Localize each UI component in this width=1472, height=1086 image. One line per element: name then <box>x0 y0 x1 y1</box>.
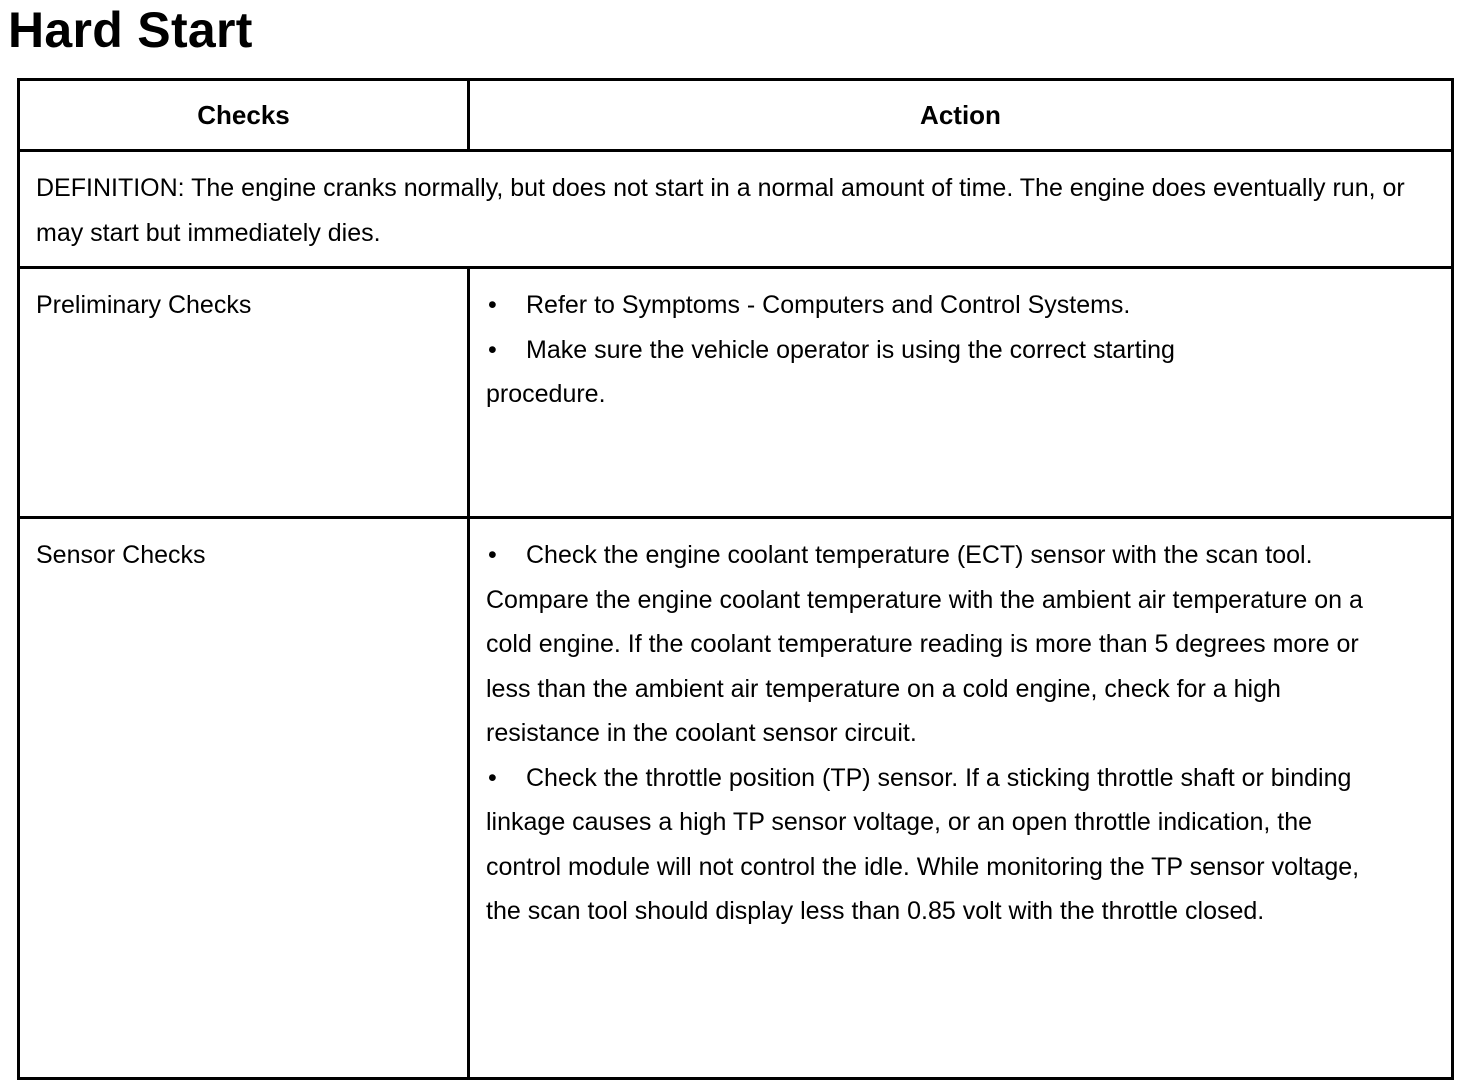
diagnostic-table <box>17 78 1454 1080</box>
action-item <box>486 533 1371 756</box>
bullet-icon: • <box>488 291 497 319</box>
action-text: Check the engine coolant temperature (ECT) sensor with the scan tool. Compare the engine coolant temperature with the ambient air temperature on a cold engine. If the coolant temperature reading is more than 5 degrees more or less than the ambient air temperature on a cold engine, check for a high resistance in the coolant sensor circuit. <box>486 541 1363 747</box>
definition-row <box>19 151 1453 268</box>
definition-text: DEFINITION: The engine cranks normally, but does not start in a normal amount of time. The engine does eventually run, or may start but immediately dies. <box>19 151 1453 268</box>
table-header-row <box>19 80 1453 151</box>
action-text: Check the throttle position (TP) sensor. If a sticking throttle shaft or binding linkage causes a high TP sensor voltage, or an open throttle indication, the control module will not control the idle. While monitoring the TP sensor voltage, the scan tool should display less than 0.85 volt with the throttle closed. <box>486 763 1360 925</box>
page-title: Hard Start <box>8 2 253 58</box>
check-name: Sensor Checks <box>19 518 469 1079</box>
bullet-icon: • <box>488 541 497 569</box>
table-row <box>19 268 1453 518</box>
action-cell <box>469 268 1453 518</box>
bullet-icon: • <box>488 763 497 792</box>
action-text: Refer to Symptoms - Computers and Control Systems. <box>526 291 1131 319</box>
action-cell <box>469 518 1453 1079</box>
checks-column-header: Checks <box>19 80 469 151</box>
action-text: Make sure the vehicle operator is using the correct starting procedure. <box>486 335 1175 408</box>
action-column-header: Action <box>469 80 1453 151</box>
table-row <box>19 518 1453 1079</box>
action-item <box>486 283 1371 328</box>
action-item <box>486 756 1371 934</box>
action-item <box>486 328 1371 417</box>
check-name: Preliminary Checks <box>19 268 469 518</box>
bullet-icon: • <box>488 335 497 364</box>
